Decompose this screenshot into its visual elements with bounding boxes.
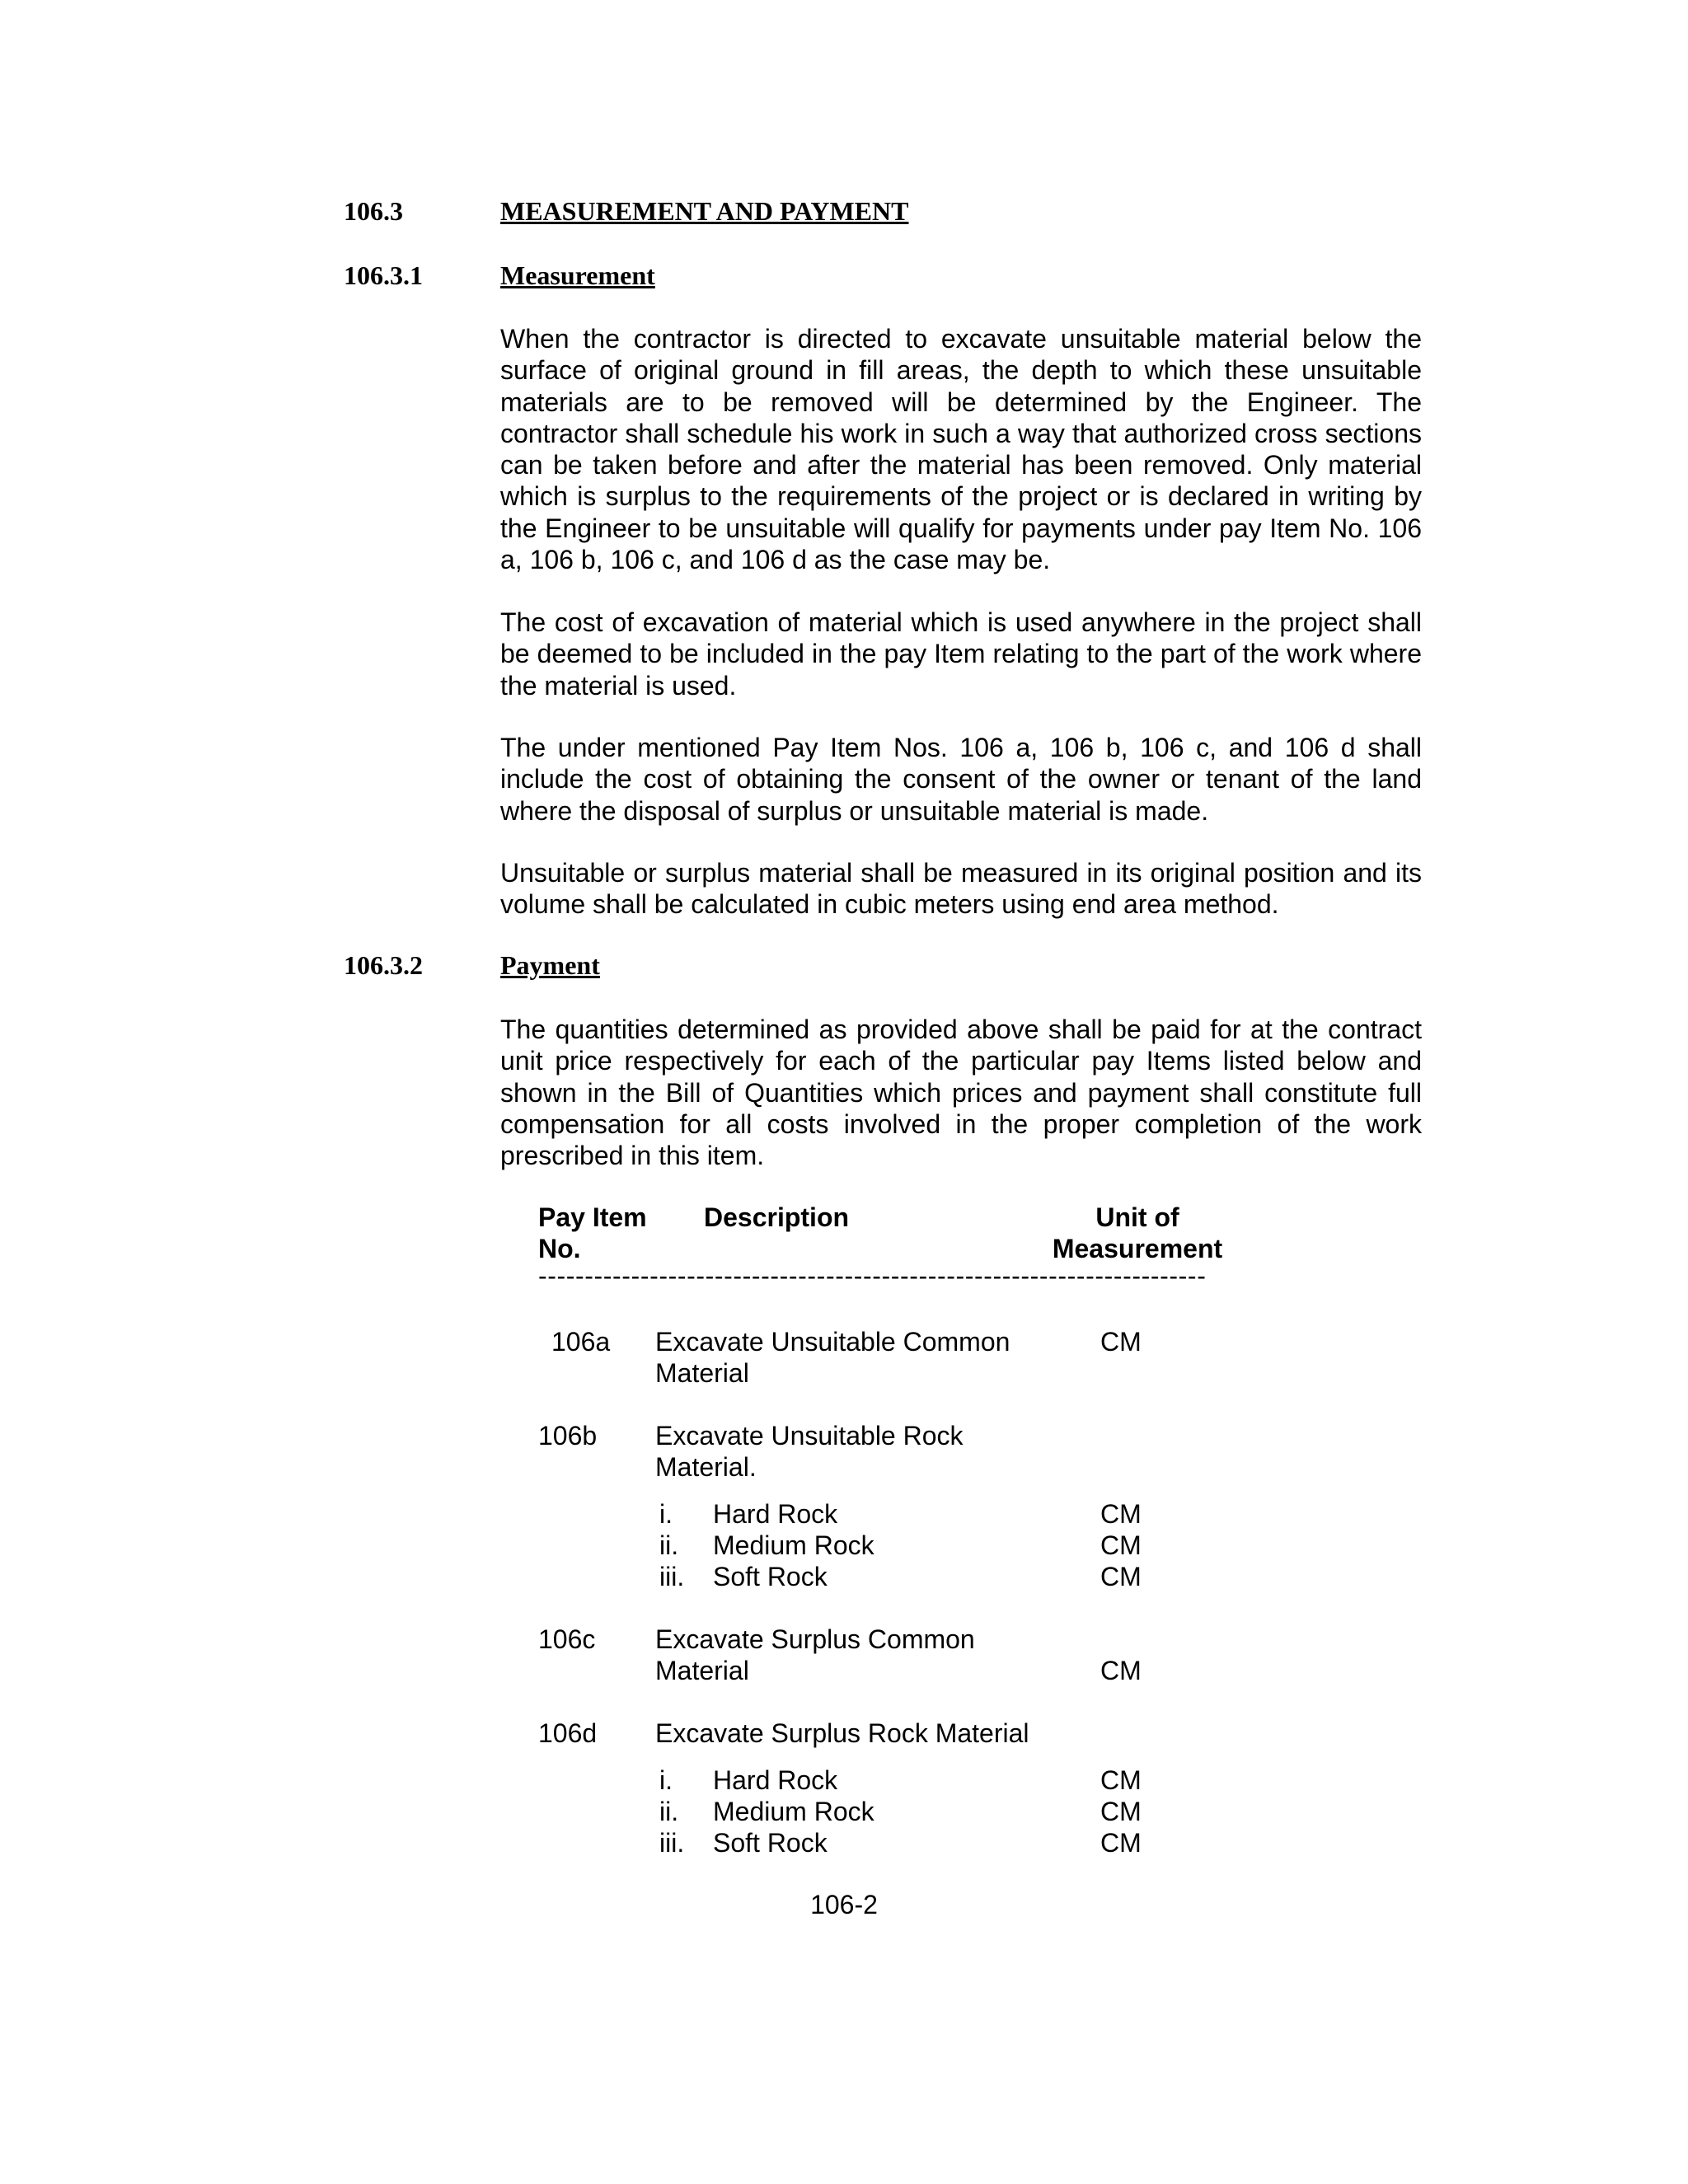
row-106d-no: 106d	[538, 1718, 598, 1748]
measurement-number: 106.3.1	[344, 260, 423, 290]
row-106d-subitem-unit: CM	[1100, 1828, 1142, 1858]
header-measurement: Measurement	[1052, 1234, 1223, 1263]
row-106b-subitem-unit: CM	[1100, 1562, 1142, 1591]
row-106c-desc-2: Material	[655, 1656, 749, 1685]
row-106b-subitem-unit: CM	[1100, 1499, 1142, 1529]
row-106b-desc-2: Material.	[655, 1452, 757, 1482]
row-106b-subitem-unit: CM	[1100, 1530, 1142, 1560]
page-number: 106-2	[810, 1890, 878, 1919]
subitem-label: Medium Rock	[713, 1797, 874, 1826]
measurement-paragraph-4: Unsuitable or surplus material shall be measured in its original position and its volume shall be calculated in cubic meters using end area method.	[500, 858, 1422, 920]
row-106c-desc-1: Excavate Surplus Common	[655, 1624, 975, 1654]
row-106b-no: 106b	[538, 1421, 598, 1451]
payment-paragraph: The quantities determined as provided above shall be paid for at the contract unit price respectively for each of the particular pay Items listed below and shown in the Bill of Quantities which prices and payment shall constitute full compensation for all costs involved in the proper completion of the work prescribed in this item.	[500, 1015, 1422, 1171]
section-number: 106.3	[344, 196, 403, 226]
table-header-rule: ------------------------------------------------------------------------	[538, 1261, 1207, 1291]
row-106a-desc-1: Excavate Unsuitable Common	[655, 1327, 1010, 1357]
subitem-number: iii.	[659, 1828, 685, 1858]
row-106a-unit: CM	[1100, 1327, 1142, 1357]
subitem-label: Soft Rock	[713, 1562, 828, 1591]
header-description: Description	[704, 1202, 850, 1232]
payment-number: 106.3.2	[344, 950, 423, 980]
row-106c-no: 106c	[538, 1624, 596, 1654]
header-pay-item-no: No.	[538, 1234, 581, 1263]
row-106a-no: 106a	[551, 1327, 611, 1357]
measurement-paragraph-3: The under mentioned Pay Item Nos. 106 a, 106 b, 106 c, and 106 d shall include the cost of obtaining the consent of the owner or tenant of the land where the disposal of surplus or unsuitable material is made.	[500, 733, 1422, 826]
subitem-number: ii.	[659, 1797, 679, 1826]
section-title: MEASUREMENT AND PAYMENT	[500, 196, 909, 226]
row-106d-subitem-unit: CM	[1100, 1797, 1142, 1826]
subitem-label: Soft Rock	[713, 1828, 828, 1858]
measurement-paragraph-1: When the contractor is directed to excavate unsuitable material below the surface of original ground in fill areas, the depth to which these unsuitable materials are to be removed will be determined by the Engineer. The contractor shall schedule his work in such a way that authorized cross sections can be taken before and after the material has been removed. Only material which is surplus to the requirements of the project or is declared in writing by the Engineer to be unsuitable will qualify for payments under pay Item No. 106 a, 106 b, 106 c, and 106 d as the case may be.	[500, 324, 1422, 575]
payment-title: Payment	[500, 950, 600, 980]
row-106c-unit: CM	[1100, 1656, 1142, 1685]
row-106b-desc-1: Excavate Unsuitable Rock	[655, 1421, 964, 1451]
subitem-label: Hard Rock	[713, 1499, 838, 1529]
measurement-paragraph-2: The cost of excavation of material which is used anywhere in the project shall be deemed to be included in the pay Item relating to the part of the work where the material is used.	[500, 607, 1422, 701]
row-106a-desc-2: Material	[655, 1358, 749, 1388]
subitem-number: iii.	[659, 1562, 685, 1591]
subitem-label: Hard Rock	[713, 1765, 838, 1795]
row-106d-subitem-unit: CM	[1100, 1765, 1142, 1795]
subitem-number: i.	[659, 1499, 673, 1529]
subitem-number: i.	[659, 1765, 673, 1795]
subitem-number: ii.	[659, 1530, 679, 1560]
header-pay-item: Pay Item	[538, 1202, 647, 1232]
subitem-label: Medium Rock	[713, 1530, 874, 1560]
row-106d-desc-1: Excavate Surplus Rock Material	[655, 1718, 1029, 1748]
measurement-title: Measurement	[500, 260, 655, 290]
header-unit-of: Unit of	[1095, 1202, 1179, 1232]
